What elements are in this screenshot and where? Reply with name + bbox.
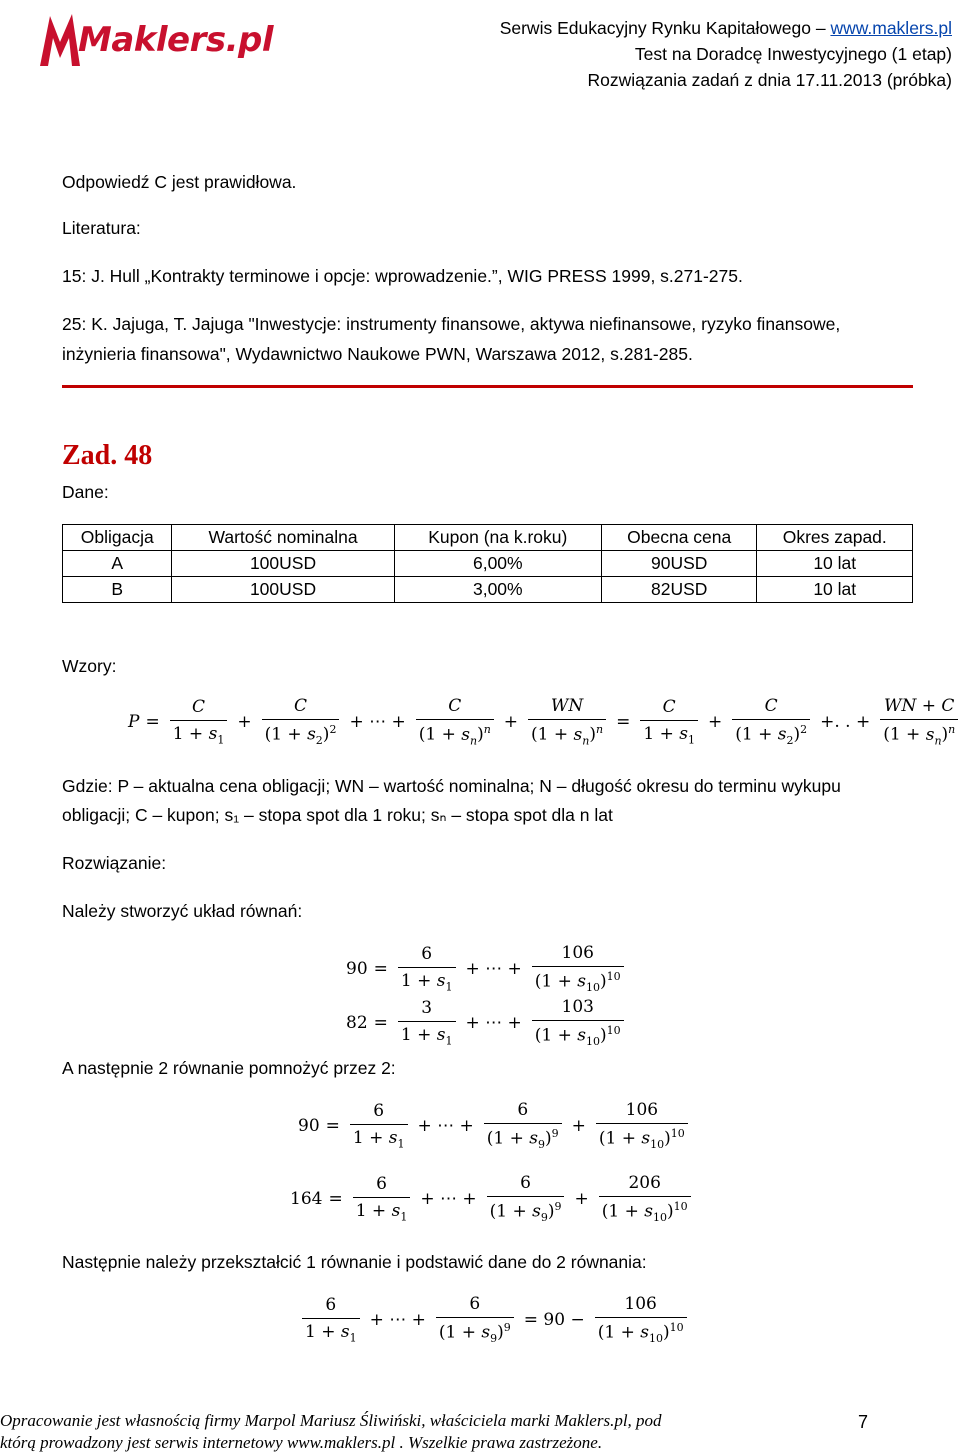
bond-price-formula: P = $\frac{C}{1 + s_1}$ + $\frac{C}{(1 + s_2)^2}$ + ⋯ + $\frac{C}{(1 + s_n)^n}$ + $\frac{WN}{(1 + s_n)^n}$ = $\frac{C}{1 + s_1}$ + $\frac{C}{(1 + s_2)^2}$ +. . + $\frac{WN + C}{(1 + s_n)^n}$ <box>128 696 960 747</box>
table-cell: B <box>63 577 172 603</box>
maklers-logo <box>36 6 274 76</box>
table-cell: 10 lat <box>757 577 913 603</box>
table-header: Obecna cena <box>601 525 757 551</box>
page-number: 7 <box>858 1412 869 1432</box>
header-line-1: Serwis Edukacyjny Rynku Kapitałowego – www.maklers.pl <box>499 18 952 38</box>
equation-1: 90 = $\frac{6}{1 + s_1}$ + ⋯ + $\frac{106}{(1 + s_{10})^{10}}$ <box>346 943 628 994</box>
reference-1: 15: J. Hull „Kontrakty terminowe i opcje: wprowadzenie.”, WIG PRESS 1999, s.271-275. <box>62 266 743 286</box>
table-cell: 82USD <box>601 577 757 603</box>
table-row <box>63 551 913 577</box>
table-header: Wartość nominalna <box>172 525 394 551</box>
step-2-text: A następnie 2 równanie pomnożyć przez 2: <box>62 1058 396 1078</box>
reference-2-line-2: inżynieria finansowa", Wydawnictwo Naukowe PWN, Warszawa 2012, s.281-285. <box>62 344 693 364</box>
equation-5: $\frac{6}{1 + s_1}$ + ⋯ + $\frac{6}{(1 + s_9)^9}$ = 90 − $\frac{106}{(1 + s_{10})^{10}}$ <box>298 1294 691 1345</box>
task-title: Zad. 48 <box>62 440 153 471</box>
table-cell: 3,00% <box>394 577 601 603</box>
table-cell: 100USD <box>172 551 394 577</box>
bonds-table <box>62 524 913 603</box>
where-line-2: obligacji; C – kupon; s₁ – stopa spot dla 1 roku; sₙ – stopa spot dla n lat <box>62 805 613 825</box>
header-line-3: Rozwiązania zadań z dnia 17.11.2013 (próbka) <box>587 70 952 90</box>
logo-m-icon <box>36 8 84 72</box>
table-cell: 100USD <box>172 577 394 603</box>
table-header: Kupon (na k.roku) <box>394 525 601 551</box>
section-divider <box>62 385 913 388</box>
step-3-text: Następnie należy przekształcić 1 równanie i podstawić dane do 2 równania: <box>62 1252 647 1272</box>
site-link[interactable]: www.maklers.pl <box>830 18 952 38</box>
table-header: Okres zapad. <box>757 525 913 551</box>
footer-line-2: którą prowadzony jest serwis internetowy www.maklers.pl . Wszelkie prawa zastrzeżone. <box>0 1433 603 1452</box>
equation-3: 90 = $\frac{6}{1 + s_1}$ + ⋯ + $\frac{6}{(1 + s_9)^9}$ + $\frac{106}{(1 + s_{10})^{10}}$ <box>298 1100 692 1151</box>
table-cell: 10 lat <box>757 551 913 577</box>
logo-text: Maklers.pl <box>78 20 274 60</box>
solution-label: Rozwiązanie: <box>62 853 167 873</box>
header-line-2: Test na Doradcę Inwestycyjnego (1 etap) <box>634 44 952 64</box>
given-label: Dane: <box>62 482 109 502</box>
where-line-1: Gdzie: P – aktualna cena obligacji; WN – wartość nominalna; N – długość okresu do terminu wykupu <box>62 776 841 796</box>
footer-notice <box>0 1410 662 1454</box>
answer-text: Odpowiedź C jest prawidłowa. <box>62 172 297 192</box>
equation-2: 82 = $\frac{3}{1 + s_1}$ + ⋯ + $\frac{103}{(1 + s_{10})^{10}}$ <box>346 997 628 1048</box>
table-header-row <box>63 525 913 551</box>
table-row <box>63 577 913 603</box>
equation-4: 164 = $\frac{6}{1 + s_1}$ + ⋯ + $\frac{6}{(1 + s_9)^9}$ + $\frac{206}{(1 + s_{10})^{10}}$ <box>290 1173 695 1224</box>
table-cell: 6,00% <box>394 551 601 577</box>
reference-2-line-1: 25: K. Jajuga, T. Jajuga "Inwestycje: instrumenty finansowe, aktywa niefinansowe, ryzyko finansowe, <box>62 314 841 334</box>
formulas-label: Wzory: <box>62 656 117 676</box>
table-cell: A <box>63 551 172 577</box>
table-header: Obligacja <box>63 525 172 551</box>
table-cell: 90USD <box>601 551 757 577</box>
footer-line-1: Opracowanie jest własnością firmy Marpol Mariusz Śliwiński, właściciela marki Maklers.pl, pod <box>0 1411 662 1430</box>
step-1-text: Należy stworzyć układ równań: <box>62 901 303 921</box>
literature-label: Literatura: <box>62 218 141 238</box>
